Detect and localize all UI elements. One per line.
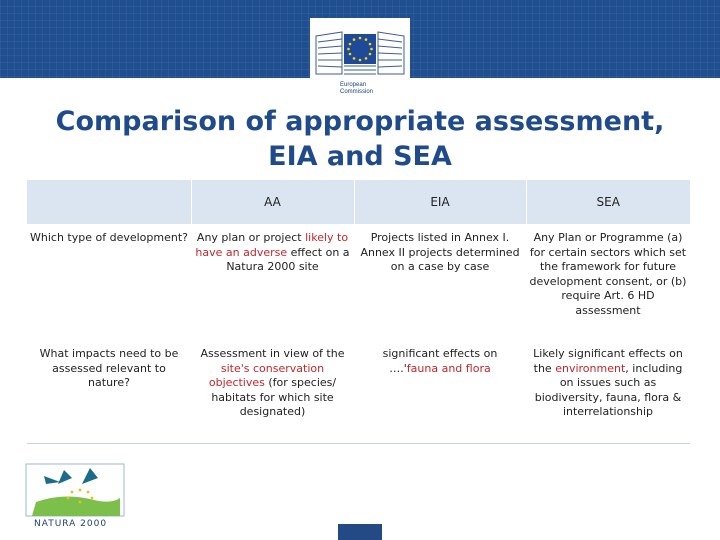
aa-text-end: (for species/ habitats for which site designated) [211,376,337,418]
aa-cell [191,224,354,340]
eia-text: significant effects on ….' [382,347,498,375]
title-line-1: Comparison of appropriate assessment, [55,106,665,137]
title-line-2: EIA and SEA [268,141,452,172]
commission-building-icon [314,22,406,80]
table-row [27,224,690,340]
eia-cell: Projects listed in Annex I. Annex II projects determined on a case by case [360,231,520,273]
aa-text: Assessment in view of the [200,347,345,360]
header-cell-aa: AA [191,180,354,224]
aa-text: Any plan or project [196,231,306,244]
natura-2000-logo [24,462,136,528]
eia-highlight: fauna and flora [406,361,491,375]
aa-highlight: likely to have an adverse [195,231,349,259]
sea-highlight: environment [555,361,626,375]
row-label: Which type of development? [30,231,188,244]
logo-line-2: Commission [340,89,374,95]
header-cell-sea: SEA [526,180,690,224]
aa-highlight: site's conservation objectives [208,361,325,389]
row-label: What impacts need to be assessed relevant to nature? [27,340,191,444]
bottom-tab-marker [338,524,382,540]
aa-cell [191,340,354,444]
table-row [27,340,690,444]
header-cell-eia: EIA [354,180,526,224]
aa-text-end: effect on a Natura 2000 site [226,245,350,273]
header-cell-empty [27,180,191,224]
comparison-table [27,180,690,444]
sea-cell: Any Plan or Programme (a) for certain sectors which set the framework for future development consent, or (b) require Art. 6 HD assessment [529,231,687,317]
table-header-row [27,180,690,224]
natura-logo-icon [24,462,136,528]
natura-logo-text: NATURA 2000 [34,519,108,528]
sea-cell [526,340,690,444]
logo-line-1: European [340,82,367,88]
sea-text-end: , including on issues such as biodiversity, fauna, flora & interrelationship [534,361,683,418]
sea-text: Likely significant effects on the [533,347,683,375]
page-title [0,104,720,174]
european-commission-logo [310,18,410,100]
eia-cell [354,340,526,444]
